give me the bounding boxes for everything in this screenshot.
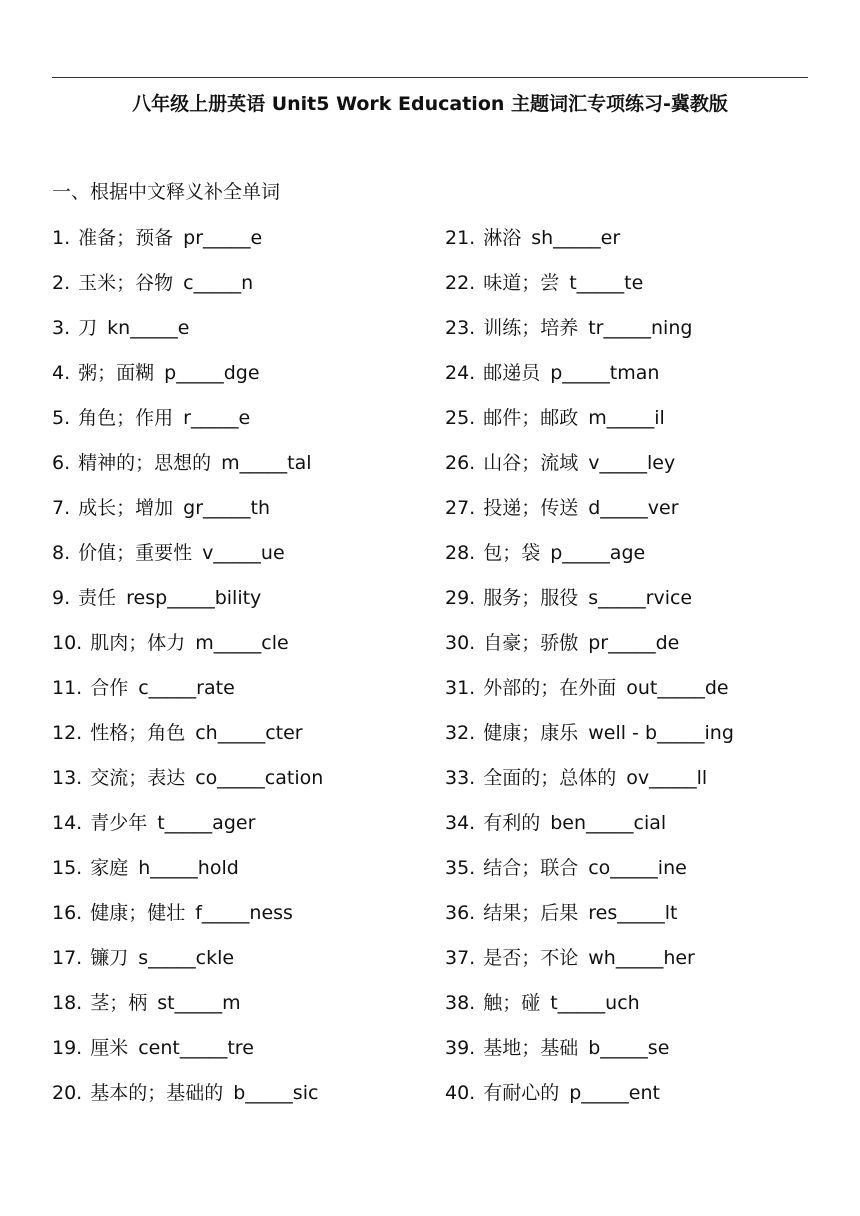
- exercise-item: [52, 403, 323, 448]
- section-heading: 一、根据中文释义补全单词: [52, 181, 281, 203]
- exercise-item: [52, 1078, 323, 1123]
- item-word-blank: v_____ue: [202, 542, 285, 564]
- item-word-blank: d_____ver: [588, 497, 679, 519]
- item-number: 15.: [52, 857, 83, 879]
- item-number: 1.: [52, 227, 71, 249]
- item-word-blank: well - b_____ing: [588, 722, 734, 744]
- item-number: 33.: [445, 767, 476, 789]
- item-number: 3.: [52, 317, 71, 339]
- item-word-blank: f_____ness: [195, 902, 293, 924]
- item-word-blank: t_____te: [569, 272, 644, 294]
- item-number: 5.: [52, 407, 71, 429]
- item-meaning: 基地；基础: [483, 1037, 579, 1059]
- item-meaning: 基本的；基础的: [90, 1082, 224, 1104]
- exercise-item: [52, 493, 323, 538]
- item-word-blank: b_____sic: [233, 1082, 319, 1104]
- item-number: 36.: [445, 902, 476, 924]
- item-number: 20.: [52, 1082, 83, 1104]
- item-word-blank: p_____dge: [164, 362, 260, 384]
- item-meaning: 包；袋: [483, 542, 541, 564]
- item-meaning: 训练；培养: [483, 317, 579, 339]
- exercise-item: [445, 358, 734, 403]
- item-word-blank: co_____ine: [588, 857, 687, 879]
- exercise-item: [52, 223, 323, 268]
- item-word-blank: t_____uch: [550, 992, 640, 1014]
- item-number: 25.: [445, 407, 476, 429]
- item-word-blank: h_____hold: [138, 857, 239, 879]
- item-number: 24.: [445, 362, 476, 384]
- item-meaning: 邮递员: [483, 362, 541, 384]
- item-number: 2.: [52, 272, 71, 294]
- item-word-blank: p_____tman: [550, 362, 660, 384]
- exercise-item: [52, 853, 323, 898]
- item-number: 17.: [52, 947, 83, 969]
- item-word-blank: resp_____bility: [126, 587, 262, 609]
- exercise-item: [52, 808, 323, 853]
- item-meaning: 邮件；邮政: [483, 407, 579, 429]
- exercise-item: [52, 898, 323, 943]
- item-meaning: 山谷；流域: [483, 452, 579, 474]
- exercise-item: [52, 313, 323, 358]
- item-meaning: 家庭: [90, 857, 129, 879]
- exercise-item: [52, 583, 323, 628]
- item-word-blank: p_____age: [550, 542, 646, 564]
- item-number: 16.: [52, 902, 83, 924]
- item-meaning: 投递；传送: [483, 497, 579, 519]
- item-number: 23.: [445, 317, 476, 339]
- exercise-item: [445, 853, 734, 898]
- exercise-item: [445, 493, 734, 538]
- item-number: 37.: [445, 947, 476, 969]
- item-word-blank: b_____se: [588, 1037, 670, 1059]
- exercise-item: [52, 763, 323, 808]
- item-number: 32.: [445, 722, 476, 744]
- item-word-blank: m_____il: [588, 407, 665, 429]
- item-number: 40.: [445, 1082, 476, 1104]
- item-number: 35.: [445, 857, 476, 879]
- exercise-item: [445, 583, 734, 628]
- exercise-item: [445, 898, 734, 943]
- item-meaning: 玉米；谷物: [78, 272, 174, 294]
- exercise-item: [52, 628, 323, 673]
- exercise-item: [52, 358, 323, 403]
- item-meaning: 是否；不论: [483, 947, 579, 969]
- item-number: 4.: [52, 362, 71, 384]
- exercise-item: [445, 448, 734, 493]
- exercise-item: [52, 673, 323, 718]
- item-meaning: 厘米: [90, 1037, 129, 1059]
- item-word-blank: wh_____her: [588, 947, 695, 969]
- header-rule: [52, 77, 808, 78]
- item-word-blank: c_____n: [183, 272, 254, 294]
- exercise-item: [445, 628, 734, 673]
- item-word-blank: cent_____tre: [138, 1037, 254, 1059]
- item-word-blank: pr_____de: [588, 632, 680, 654]
- item-word-blank: s_____rvice: [588, 587, 693, 609]
- exercise-item: [445, 943, 734, 988]
- item-number: 31.: [445, 677, 476, 699]
- item-meaning: 价值；重要性: [78, 542, 193, 564]
- item-word-blank: pr_____e: [183, 227, 263, 249]
- item-meaning: 精神的；思想的: [78, 452, 212, 474]
- item-number: 26.: [445, 452, 476, 474]
- item-meaning: 责任: [78, 587, 117, 609]
- item-meaning: 健康；健壮: [90, 902, 186, 924]
- item-word-blank: ben_____cial: [550, 812, 667, 834]
- exercise-item: [445, 538, 734, 583]
- item-meaning: 性格；角色: [90, 722, 186, 744]
- exercise-item: [445, 673, 734, 718]
- exercise-item: [445, 223, 734, 268]
- item-word-blank: s_____ckle: [138, 947, 235, 969]
- item-meaning: 茎；柄: [90, 992, 148, 1014]
- item-meaning: 合作: [90, 677, 129, 699]
- item-meaning: 角色；作用: [78, 407, 174, 429]
- item-meaning: 结果；后果: [483, 902, 579, 924]
- item-number: 38.: [445, 992, 476, 1014]
- item-number: 39.: [445, 1037, 476, 1059]
- item-meaning: 交流；表达: [90, 767, 186, 789]
- item-meaning: 镰刀: [90, 947, 129, 969]
- exercise-item: [52, 718, 323, 763]
- exercise-item: [445, 1078, 734, 1123]
- item-word-blank: ch_____cter: [195, 722, 303, 744]
- exercise-item: [445, 313, 734, 358]
- item-meaning: 有耐心的: [483, 1082, 560, 1104]
- item-number: 9.: [52, 587, 71, 609]
- item-number: 8.: [52, 542, 71, 564]
- exercise-item: [52, 988, 323, 1033]
- item-number: 19.: [52, 1037, 83, 1059]
- exercise-item: [445, 268, 734, 313]
- item-word-blank: tr_____ning: [588, 317, 693, 339]
- item-meaning: 外部的；在外面: [483, 677, 617, 699]
- item-word-blank: out_____de: [626, 677, 729, 699]
- item-word-blank: p_____ent: [569, 1082, 660, 1104]
- item-meaning: 有利的: [483, 812, 541, 834]
- item-number: 27.: [445, 497, 476, 519]
- item-meaning: 准备；预备: [78, 227, 174, 249]
- item-word-blank: ov_____ll: [626, 767, 708, 789]
- exercise-column-right: [445, 223, 734, 1123]
- item-meaning: 自豪；骄傲: [483, 632, 579, 654]
- item-meaning: 成长；增加: [78, 497, 174, 519]
- exercise-item: [445, 1033, 734, 1078]
- item-number: 28.: [445, 542, 476, 564]
- item-meaning: 刀: [78, 317, 98, 339]
- item-meaning: 青少年: [90, 812, 148, 834]
- item-meaning: 结合；联合: [483, 857, 579, 879]
- item-meaning: 触；碰: [483, 992, 541, 1014]
- item-meaning: 淋浴: [483, 227, 522, 249]
- exercise-item: [52, 943, 323, 988]
- item-word-blank: t_____ager: [157, 812, 256, 834]
- exercise-item: [445, 763, 734, 808]
- exercise-item: [445, 403, 734, 448]
- item-word-blank: gr_____th: [183, 497, 271, 519]
- item-word-blank: c_____rate: [138, 677, 235, 699]
- item-word-blank: st_____m: [157, 992, 241, 1014]
- item-number: 10.: [52, 632, 83, 654]
- exercise-item: [445, 808, 734, 853]
- exercise-item: [52, 448, 323, 493]
- exercise-column-left: [52, 223, 323, 1123]
- item-number: 11.: [52, 677, 83, 699]
- item-number: 13.: [52, 767, 83, 789]
- item-meaning: 健康；康乐: [483, 722, 579, 744]
- item-number: 12.: [52, 722, 83, 744]
- item-word-blank: kn_____e: [107, 317, 190, 339]
- exercise-item: [445, 718, 734, 763]
- exercise-item: [52, 538, 323, 583]
- item-number: 29.: [445, 587, 476, 609]
- item-number: 21.: [445, 227, 476, 249]
- item-number: 34.: [445, 812, 476, 834]
- exercise-item: [52, 1033, 323, 1078]
- item-word-blank: v_____ley: [588, 452, 676, 474]
- item-number: 7.: [52, 497, 71, 519]
- item-word-blank: co_____cation: [195, 767, 324, 789]
- item-number: 22.: [445, 272, 476, 294]
- item-meaning: 全面的；总体的: [483, 767, 617, 789]
- item-meaning: 味道；尝: [483, 272, 560, 294]
- item-word-blank: res_____lt: [588, 902, 678, 924]
- item-meaning: 服务；服役: [483, 587, 579, 609]
- document-title: 八年级上册英语 Unit5 Work Education 主题词汇专项练习-冀教版: [132, 93, 728, 115]
- item-number: 14.: [52, 812, 83, 834]
- item-word-blank: r_____e: [183, 407, 251, 429]
- item-word-blank: m_____cle: [195, 632, 289, 654]
- item-meaning: 粥；面糊: [78, 362, 155, 384]
- item-number: 6.: [52, 452, 71, 474]
- exercise-item: [445, 988, 734, 1033]
- item-word-blank: sh_____er: [531, 227, 621, 249]
- item-meaning: 肌肉；体力: [90, 632, 186, 654]
- item-number: 18.: [52, 992, 83, 1014]
- item-number: 30.: [445, 632, 476, 654]
- item-word-blank: m_____tal: [221, 452, 312, 474]
- exercise-item: [52, 268, 323, 313]
